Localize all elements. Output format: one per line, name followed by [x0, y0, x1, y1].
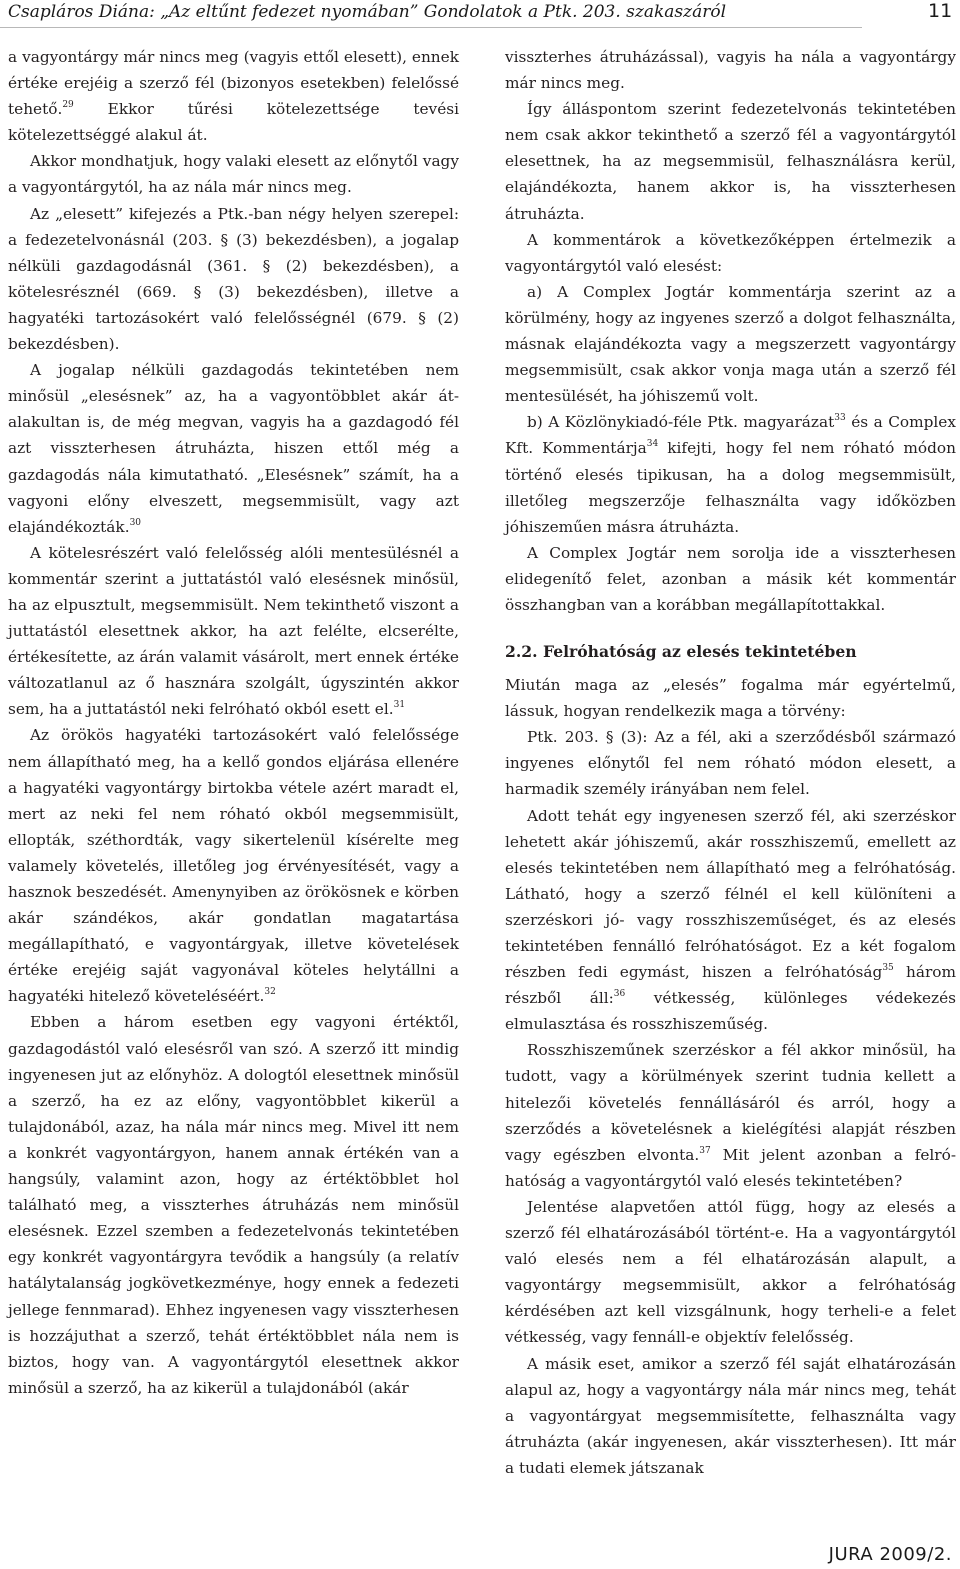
left-column	[8, 44, 459, 1401]
paragraph	[505, 724, 956, 802]
paragraph-text: a vagyontárgy már nincs meg (vagyis ettől elesett), ennek értéke erejéig a szerző fél (bizonyos esetekben) felelőssé tehető.	[8, 48, 459, 119]
paragraph-text: Ekkor tűrési kötelezettsége tevési kötelezettséggé alakul át.	[8, 100, 459, 145]
page-number: 11	[928, 0, 953, 22]
paragraph	[8, 722, 459, 1009]
paragraph	[505, 540, 956, 618]
paragraph	[505, 1351, 956, 1481]
paragraph-text: A kötelesrészért való felelősség alóli mentesülésnél a kommentár szerint a juttatástól való elesésnek minősül, ha az elpusztult, megsemmisült. Nem tekinthető viszont a juttatástól elesettnek akkor, ha azt felélte, elcserélte, értékesítette, az árán valamit vásárolt, mert ennek értéke változatlanul az ő hasznára szolgált, úgyszintén akkor sem, ha a juttatástól neki felróható okból esett el.	[8, 543, 459, 719]
paragraph	[505, 409, 956, 539]
paragraph-text: Adott tehát egy ingyenesen szerző fél, aki szerzéskor lehetett akár jóhiszemű, akár rosszhiszemű, emellett az elesés tekintetében nem állapítható meg a felróhatóság. Látható, hogy a szerző félnél el kell különíteni a szerzéskori jó- vagy rosszhiszeműséget, és az elesés tekintetében fennálló felróhatóságot. Ez a két fogalom részben fedi egymást, hiszen a felróhatóság	[505, 806, 956, 982]
paragraph	[8, 201, 459, 358]
paragraph-text: b) A Közlönykiadó-féle Ptk. magyarázat	[527, 413, 835, 432]
paragraph-text: Akkor mondhatjuk, hogy valaki elesett az előnytől vagy a vagyontárgytól, ha az nála már nincs meg.	[8, 152, 459, 197]
header-rule	[0, 27, 862, 28]
paragraph	[505, 1037, 956, 1194]
paragraph	[8, 44, 459, 148]
paragraph	[8, 148, 459, 200]
right-column	[505, 44, 956, 1481]
paragraph-text: Rosszhiszeműnek szerzéskor a fél akkor minősül, ha tudott, vagy a körülmények szerint tudnia kellett a hitelezői követelés fennállásáról és arról, hogy a szerződés a követelésnek a kielégítési alapját részben vagy egészben elvonta.	[505, 1041, 956, 1164]
paragraph-text: visszterhes átruházással), vagyis ha nála a vagyontárgy már nincs meg.	[505, 48, 956, 93]
section-heading: 2.2. Felróhatóság az elesés tekintetében	[505, 642, 857, 662]
paragraph	[8, 357, 459, 540]
paragraph	[505, 279, 956, 409]
paragraph-text: A kommentárok a következőképpen értelmezik a vagyontárgytól való elesést:	[505, 230, 956, 275]
paragraph	[505, 803, 956, 1038]
paragraph-text: A jogalap nélküli gazdagodás tekintetében nem minősül „elesésnek” az, ha a vagyontöbblet akár átalakultan is, de még megvan, vagyis ha a gazdagodó fél azt visszterhesen átruházta, hiszen ettől még a gazdagodás nála kimutatható. „Elesésnek” számít, ha a vagyoni előny elveszett, megsemmisült, vagy azt elajándékozták.	[8, 361, 459, 536]
footnote-ref: 32	[264, 987, 276, 998]
paragraph-text: A másik eset, amikor a szerző fél saját elhatározásán alapul az, hogy a vagyontárgy nála már nincs meg, tehát a vagyontárgyat megsemmisítette, felhasználta vagy átruházta (akár ingyenesen, akár visszterhesen). Itt már a tudati elemek játszanak	[505, 1354, 956, 1477]
paragraph-text: Mit jelent azonban a felróhatóság a vagyontárgytól való elesés tekintetében?	[505, 1145, 956, 1190]
footnote-ref: 35	[882, 963, 894, 974]
footnote-ref: 29	[62, 100, 74, 111]
paragraph-text: Ptk. 203. § (3): Az a fél, aki a szerződésből származó ingyenes előnytől fel nem róható módon elesett, a harmadik személy irányában nem felel.	[505, 728, 956, 799]
paragraph-text: Miután maga az „elesés” fogalma már egyértelmű, lássuk, hogyan rendelkezik maga a törvény:	[505, 676, 956, 721]
paragraph	[505, 672, 956, 724]
paragraph-text: három részből áll:	[505, 963, 956, 1008]
paragraph-text: Jelentése alapvetően attól függ, hogy az elesés a szerző fél elhatározásából történt-e. Ha a vagyontárgytól való elesés nem a fél elhatározásán alapult, a vagyontárgy megsemmisült, akkor a felróhatóság kérdésében azt kell vizsgálnunk, hogy terheli-e a felet vétkesség, vagy fennáll-e objektív felelősség.	[505, 1197, 956, 1347]
journal-footer: JURA 2009/2.	[828, 1544, 952, 1565]
paragraph-text: Így álláspontom szerint fedezetelvonás tekintetében nem csak akkor tekinthető a szerző fél a vagyontárgytól elesettnek, ha az megsemmisül, felhasználásra kerül, elajándékozta, hanem akkor is, ha visszterhesen átruházta.	[505, 100, 956, 223]
footnote-ref: 37	[699, 1145, 711, 1156]
footnote-ref: 34	[646, 439, 659, 450]
running-header-title: Csapláros Diána: „Az eltűnt fedezet nyomában” Gondolatok a Ptk. 203. szakaszáról	[8, 2, 727, 22]
paragraph-text: Az örökös hagyatéki tartozásokért való felelőssége nem állapítható meg, ha a kellő gondos eljárása ellenére a hagyatéki vagyontárgy birtokba vétele azért maradt el, mert az neki fel nem róható okból megsemmisült, ellopták, széthordták, vagy sikertelenül kísérelte meg valamely követelés, illetőleg jog érvényesítését, vagy a hasznok beszedését. Amenynyiben az örökösnek e körben akár szándékos, akár gondatlan magatartása megállapítható, e vagyontárgyak, illetve követelések értéke erejéig saját vagyonával köteles helytállni a hagyatéki hitelező követeléséért.	[8, 726, 459, 1006]
paragraph	[505, 96, 956, 226]
paragraph-text: vétkesség, különleges védekezés elmulasztása és rosszhiszeműség.	[505, 989, 956, 1034]
footnote-ref: 36	[613, 989, 626, 1000]
paragraph-text: Az „elesett” kifejezés a Ptk.-ban négy helyen szerepel: a fedezetelvonásnál (203. § (3) bekezdésben), a jogalap nélküli gazdagodásnál (361. § (2) bekezdésben), a kötelesrésznél (669. § (3) bekezdésben), illetve a hagyatéki tartozásokért való felelősségnél (679. § (2) bekezdésben).	[8, 204, 459, 354]
paragraph	[8, 1009, 459, 1400]
paragraph-text: és a Complex Kft. Kommentárja	[505, 413, 956, 458]
paragraph-text: A Complex Jogtár nem sorolja ide a visszterhesen elidegenítő felet, azonban a másik két kommentár összhangban van a korábban megállapítottakkal.	[505, 543, 956, 614]
paragraph-text: kifejti, hogy fel nem róható módon történő elesés tipikusan, ha a dolog megsemmisült, illetőleg megszerzője felhasználta vagy időközben jóhiszeműen másra átruházta.	[505, 439, 956, 536]
paragraph	[505, 44, 956, 96]
paragraph-text: Ebben a három esetben egy vagyoni értéktől, gazdagodástól való elesésről van szó. A szerző itt mindig ingyenesen jut az előnyhöz. A dologtól elesettnek minősül a szerző, ha ez az előny, vagyontöbblet kikerül a tulajdonából, azaz, ha nála már nincs meg. Mivel itt nem a konkrét vagyontárgyon, hanem annak értékén van a hangsúly, valamint azon, hogy az értéktöbblet hol található meg, a visszterhes átruházás nem minősül elesésnek. Ezzel szemben a fedezetelvonás tekintetében egy konkrét vagyontárgyra tevődik a hangsúly (a relatív hatálytalanság jogkövetkezménye, hogy ennek a fedezeti jellege fennmarad). Ehhez ingyenesen vagy visszterhesen is hozzájuthat a szerző, tehát értéktöbblet nála nem is biztos, hogy van. A vagyontárgytól elesettnek akkor minősül a szerző, ha az kikerül a tulajdonából (akár	[8, 1013, 459, 1397]
footnote-ref: 31	[393, 700, 406, 711]
footnote-ref: 30	[129, 517, 142, 528]
footnote-ref: 33	[834, 413, 846, 424]
paragraph	[8, 540, 459, 723]
paragraph-text: a) A Complex Jogtár kommentárja szerint az a körülmény, hogy az ingyenes szerző a dolgot felhasználta, másnak elajándékozta vagy a megszerzett vagyontárgy megsemmisült, csak akkor vonja maga után a szerző fél mentesülését, ha jóhiszemű volt.	[505, 282, 956, 406]
paragraph	[505, 1194, 956, 1351]
paragraph	[505, 227, 956, 279]
